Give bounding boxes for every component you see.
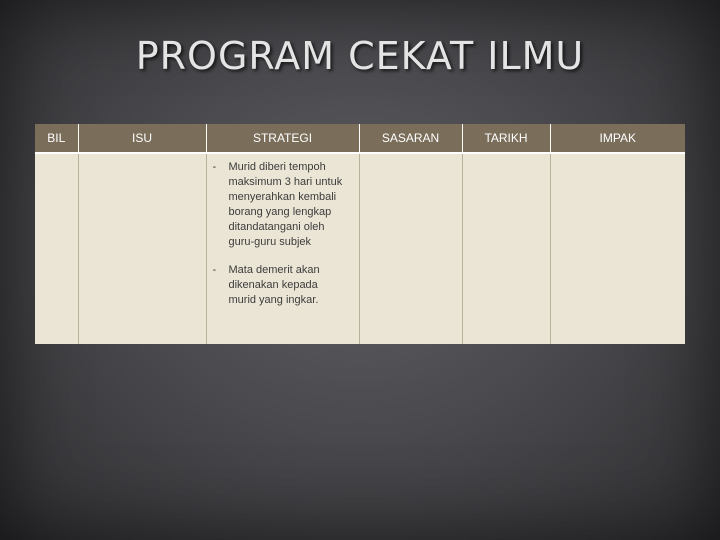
header-bil: BIL [35,124,78,153]
header-isu: ISU [78,124,206,153]
strategy-text: Mata demerit akan dikenakan kepada murid yang ingkar. [228,264,320,306]
cell-bil [35,153,78,344]
cell-sasaran [359,153,462,344]
cell-isu [78,153,206,344]
bullet-marker: - [212,161,217,173]
cell-tarikh [462,153,550,344]
program-table [35,124,685,344]
header-strategi: STRATEGI [206,124,359,153]
table-row [35,153,685,344]
slide-title: PROGRAM CEKAT ILMU [135,34,585,78]
header-impak: IMPAK [550,124,685,153]
header-tarikh: TARIKH [462,124,550,153]
header-sasaran: SASARAN [359,124,462,153]
strategy-text: Murid diberi tempoh maksimum 3 hari untuk menyerahkan kembali borang yang lengkap ditandatangani oleh guru-guru subjek [228,161,343,248]
table-header-row [35,124,685,153]
cell-strategi [206,153,359,344]
strategy-bullet [213,160,347,250]
cell-impak [550,153,685,344]
bullet-marker: - [212,264,217,276]
strategy-bullet [213,263,347,308]
